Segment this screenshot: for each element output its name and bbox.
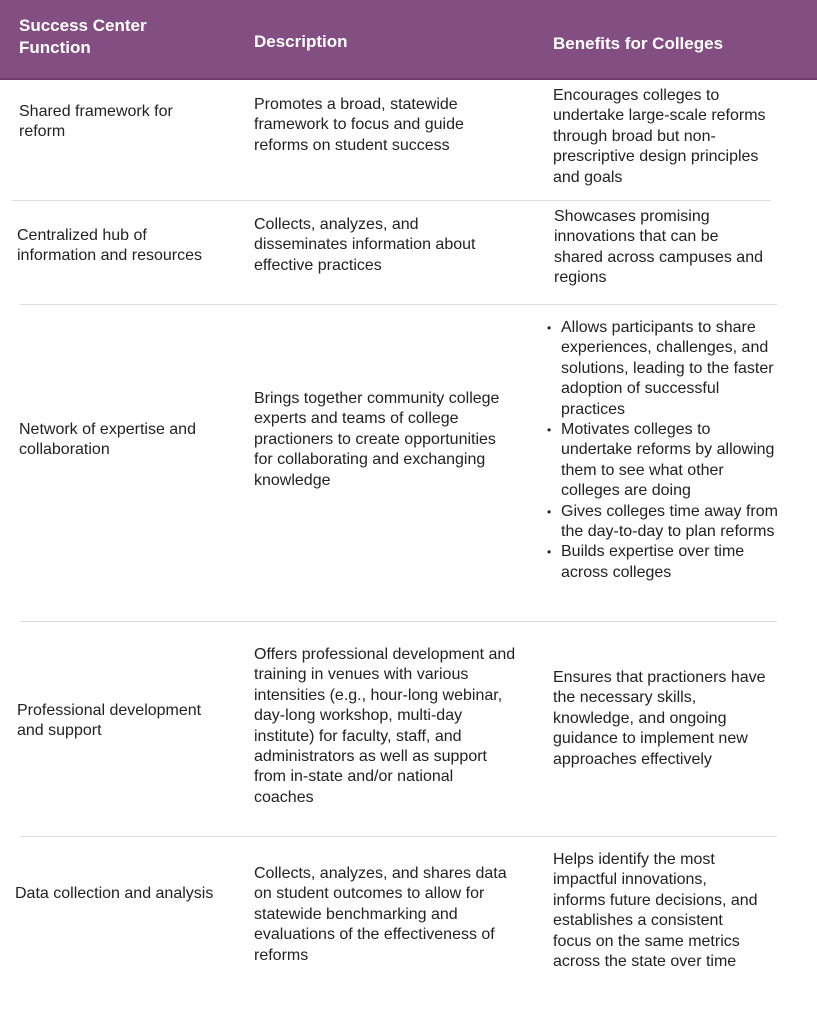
list-item: • Motivates colleges to undertake reforms by allowing them to see what other colleges are doing (547, 421, 775, 500)
list-item: • Builds expertise over time across colleges (547, 543, 745, 581)
row-divider (20, 621, 777, 622)
header-function: Success Center Function (19, 16, 147, 57)
list-item: • Gives colleges time away from the day-to-day to plan reforms (547, 502, 778, 541)
bullet-icon: • (547, 545, 552, 560)
bullet-icon: • (547, 321, 552, 335)
row-description: Promotes a broad, statewide framework to focus and guide reforms on student success (254, 96, 464, 154)
row-function: Data collection and analysis (15, 885, 214, 902)
row-function: Shared framework for reform (19, 103, 173, 141)
row-function: Network of expertise and collaboration (19, 421, 196, 459)
row-divider (20, 836, 777, 837)
row-benefits: Helps identify the most impactful innovations, informs future decisions, and establishes a consistent focus on the same metrics across the state over time (553, 851, 758, 971)
row-divider (12, 200, 771, 201)
table-header (0, 0, 817, 80)
row-description: Offers professional development and training in venues with various intensities (e.g., hour-long webinar, day-long workshop, multi-day institute) for faculty, staff, and administrators as well as support from in-state and/or national coaches (254, 646, 516, 806)
row-benefits: Showcases promising innovations that can be shared across campuses and regions (554, 208, 763, 287)
row-description: Brings together community college experts and teams of college practioners to create opportunities for collaborating and exchanging knowledge (254, 390, 500, 489)
row-benefits: Ensures that practioners have the necessary skills, knowledge, and ongoing guidance to implement new approaches effectively (553, 669, 766, 768)
row-divider (20, 304, 777, 305)
row-description: Collects, analyzes, and shares data on student outcomes to allow for statewide benchmarking and evaluations of the effectiveness of reforms (254, 865, 507, 964)
row-function: Professional development and support (17, 702, 202, 740)
list-item: • Allows participants to share experiences, challenges, and solutions, leading to the faster adoption of successful practices (547, 319, 774, 418)
bullet-icon: • (547, 504, 552, 519)
row-benefits: Encourages colleges to undertake large-scale reforms through broad but non-prescriptive design principles and goals (553, 87, 766, 186)
row-function: Centralized hub of information and resources (17, 227, 202, 265)
header-description: Description (254, 32, 348, 51)
header-benefits: Benefits for Colleges (553, 34, 724, 53)
row-description: Collects, analyzes, and disseminates information about effective practices (254, 216, 476, 274)
bullet-icon: • (547, 423, 552, 438)
row-benefits-list (547, 318, 783, 583)
